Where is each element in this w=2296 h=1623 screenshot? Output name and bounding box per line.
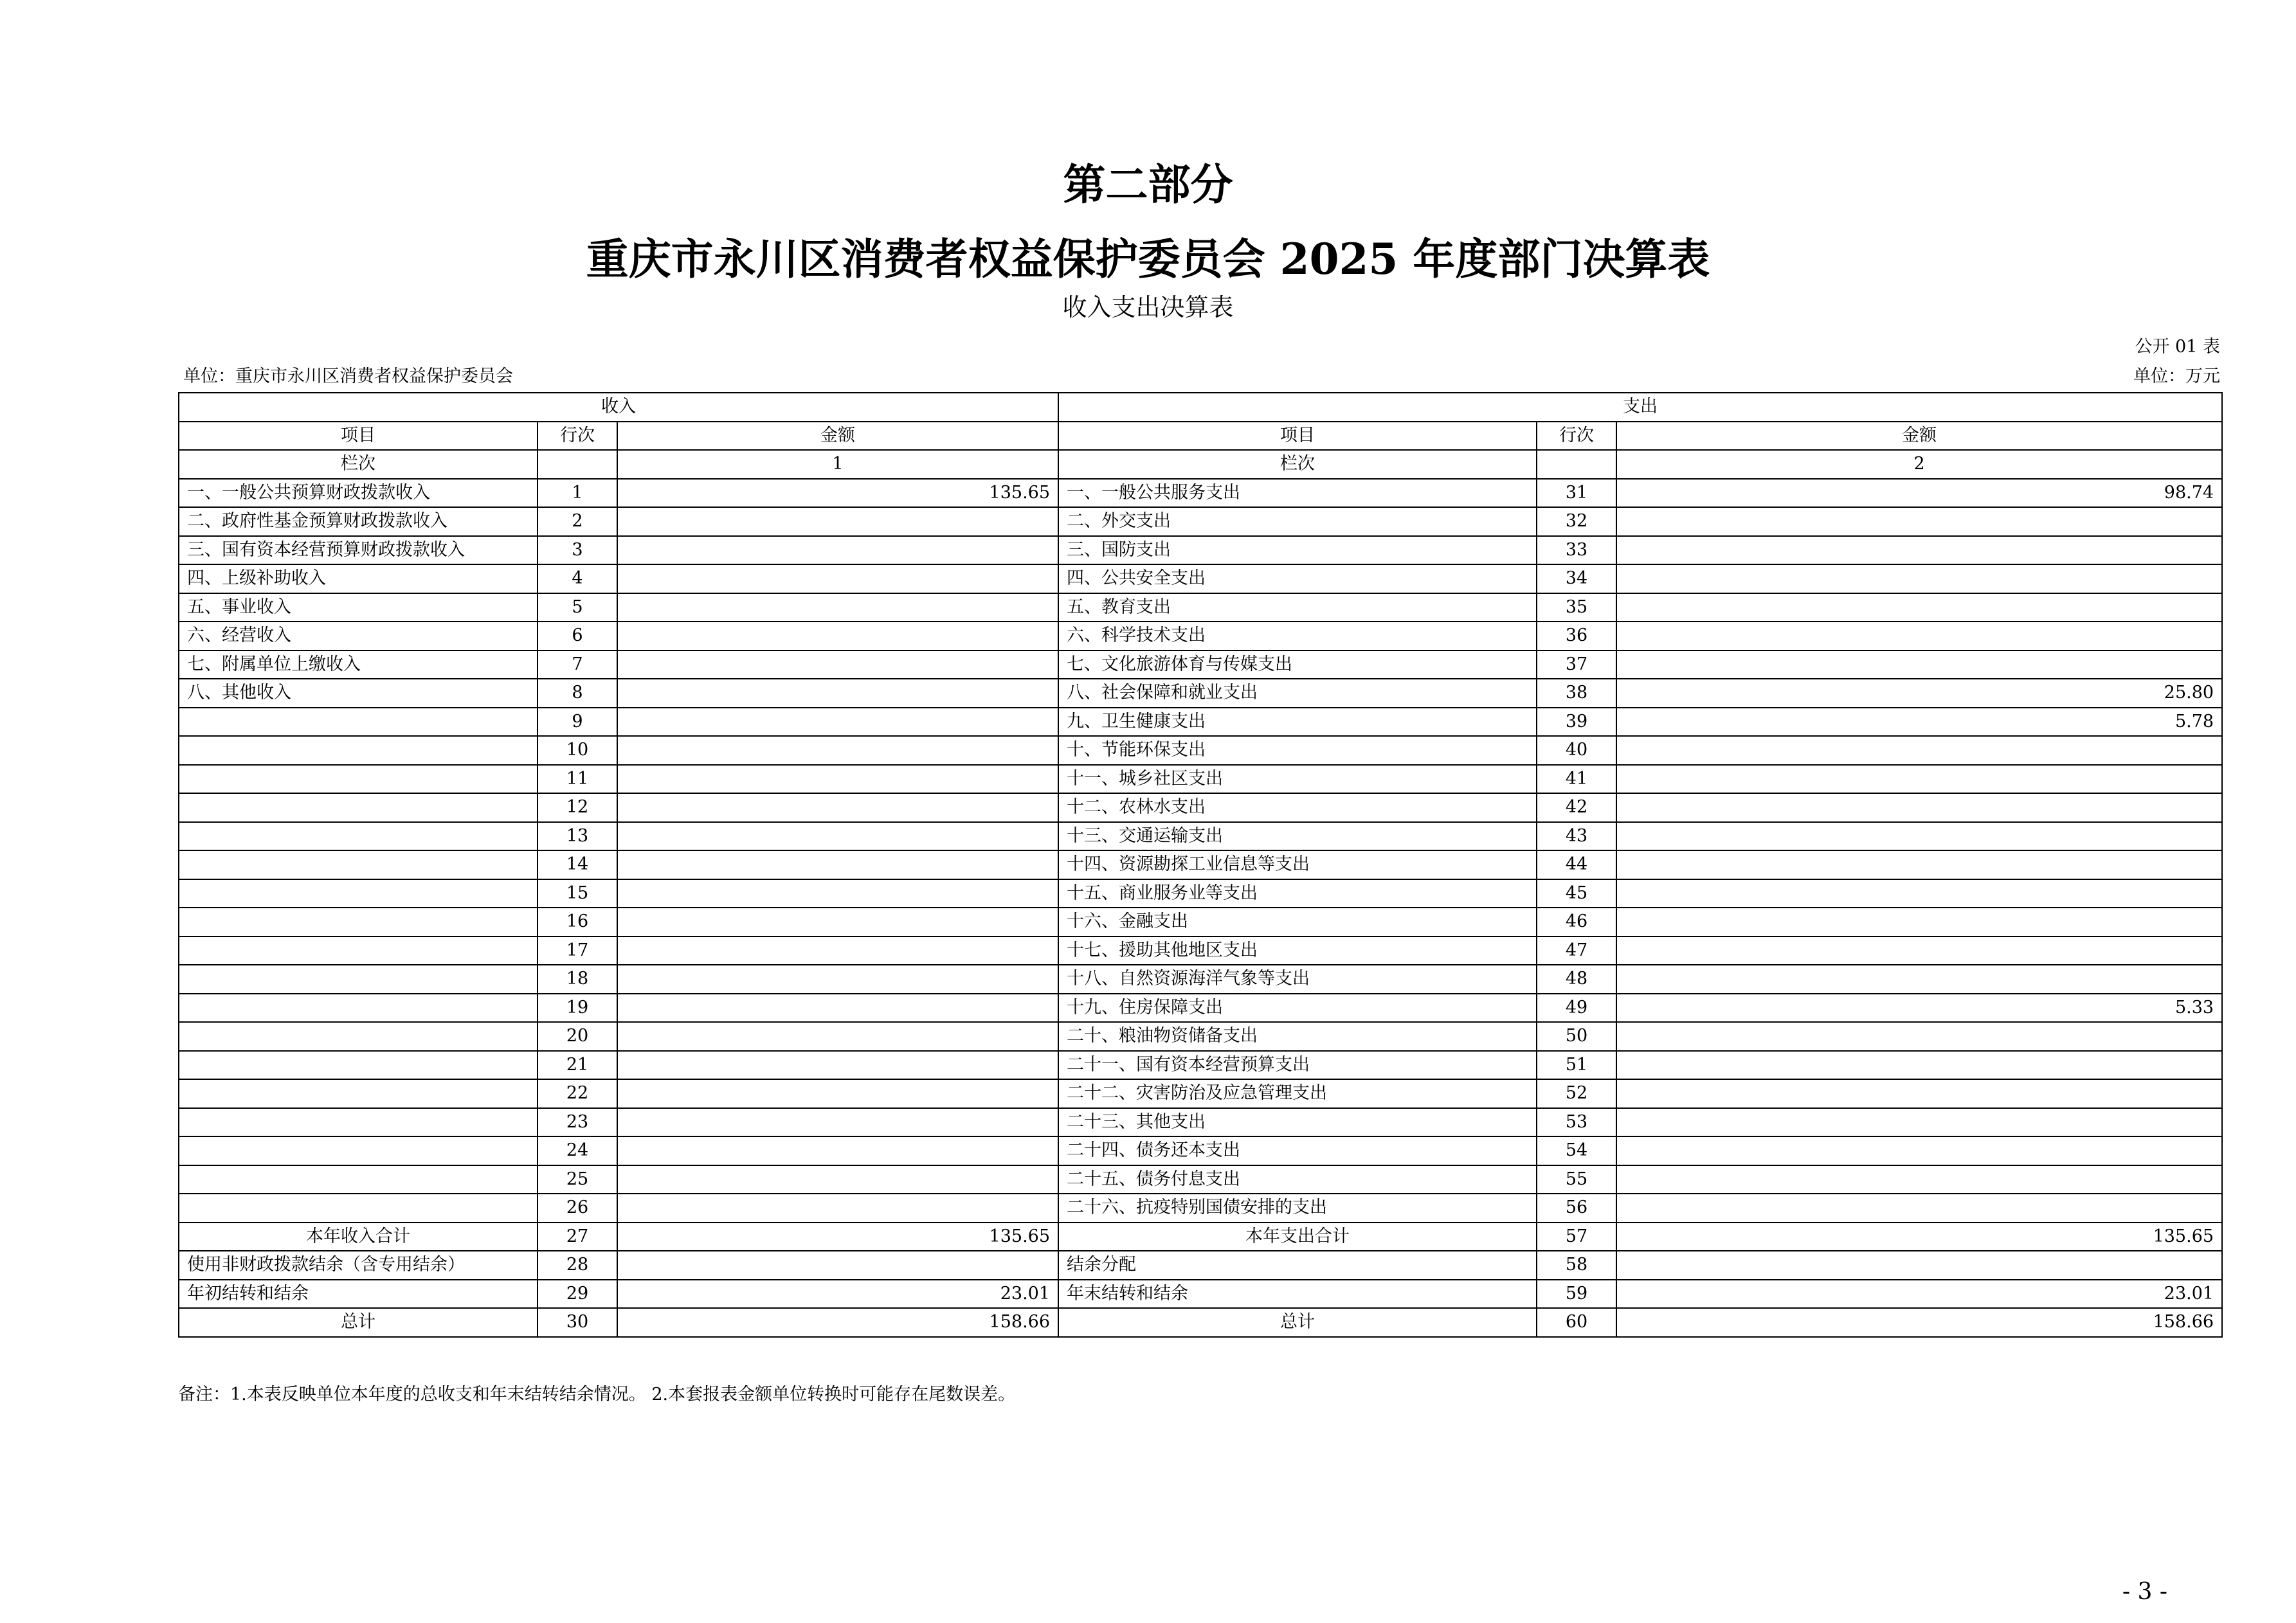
- income-line: 15: [538, 879, 617, 908]
- income-amount: [617, 965, 1058, 994]
- income-item: [179, 1079, 538, 1108]
- table-row: [179, 994, 2222, 1023]
- expense-amount: [1616, 850, 2222, 879]
- income-item: [179, 765, 538, 794]
- table-row: [179, 622, 2222, 650]
- total-expense-amount: [1616, 1251, 2222, 1280]
- income-amount: [617, 1108, 1058, 1137]
- total-row: [179, 1280, 2222, 1309]
- expense-line: 56: [1537, 1194, 1616, 1223]
- sub-title: 收入支出决算表: [1062, 293, 1234, 321]
- expense-amount: [1616, 879, 2222, 908]
- expense-item: 二十、粮油物资储备支出: [1058, 1022, 1537, 1051]
- expense-amount: [1616, 937, 2222, 965]
- expense-item: 二十四、债务还本支出: [1058, 1136, 1537, 1165]
- expense-amount: [1616, 507, 2222, 536]
- expense-line: 44: [1537, 850, 1616, 879]
- table-row: [179, 536, 2222, 565]
- income-item: [179, 937, 538, 965]
- expense-item: 十三、交通运输支出: [1058, 822, 1537, 851]
- income-item: 三、国有资本经营预算财政拨款收入: [179, 536, 538, 565]
- income-amount: [617, 507, 1058, 536]
- total-expense-amount: 135.65: [1616, 1223, 2222, 1251]
- income-line: 26: [538, 1194, 617, 1223]
- unit-money: 单位：万元: [2133, 366, 2220, 386]
- income-amount: [617, 593, 1058, 622]
- income-amount: [617, 1022, 1058, 1051]
- income-amount: [617, 1051, 1058, 1080]
- income-amount: [617, 650, 1058, 679]
- income-item: [179, 908, 538, 937]
- total-income-amount: 135.65: [617, 1223, 1058, 1251]
- total-income-line: 27: [538, 1223, 617, 1251]
- total-income-line: 28: [538, 1251, 617, 1280]
- seq-empty-expense: [1537, 450, 1616, 479]
- total-expense-item: 总计: [1058, 1308, 1537, 1337]
- expense-item: 十二、农林水支出: [1058, 793, 1537, 822]
- income-item: 八、其他收入: [179, 679, 538, 708]
- expense-line: 47: [1537, 937, 1616, 965]
- expense-line: 43: [1537, 822, 1616, 851]
- table-row: [179, 708, 2222, 737]
- total-expense-line: 59: [1537, 1280, 1616, 1309]
- expense-amount: [1616, 908, 2222, 937]
- seq-income: 1: [617, 450, 1058, 479]
- income-item: [179, 708, 538, 737]
- income-item: [179, 1136, 538, 1165]
- expense-line: 55: [1537, 1165, 1616, 1194]
- income-amount: [617, 708, 1058, 737]
- table-row: [179, 1079, 2222, 1108]
- total-row: [179, 1251, 2222, 1280]
- income-line: 10: [538, 736, 617, 765]
- income-item: [179, 879, 538, 908]
- section-expense: 支出: [1058, 393, 2222, 422]
- total-expense-line: 60: [1537, 1308, 1616, 1337]
- income-amount: [617, 736, 1058, 765]
- total-income-line: 29: [538, 1280, 617, 1309]
- total-expense-item: 本年支出合计: [1058, 1223, 1537, 1251]
- income-item: [179, 1165, 538, 1194]
- expense-item: 五、教育支出: [1058, 593, 1537, 622]
- income-line: 1: [538, 479, 617, 508]
- total-expense-item: 年末结转和结余: [1058, 1280, 1537, 1309]
- income-amount: [617, 937, 1058, 965]
- income-item: 六、经营收入: [179, 622, 538, 650]
- income-line: 13: [538, 822, 617, 851]
- income-line: 9: [538, 708, 617, 737]
- expense-amount: [1616, 765, 2222, 794]
- part-title: 第二部分: [1063, 159, 1233, 210]
- table-row: [179, 879, 2222, 908]
- income-item: 五、事业收入: [179, 593, 538, 622]
- expense-item: 十四、资源勘探工业信息等支出: [1058, 850, 1537, 879]
- table-row: [179, 564, 2222, 593]
- income-amount: [617, 536, 1058, 565]
- col-amount-expense: 金额: [1616, 422, 2222, 451]
- expense-amount: 5.78: [1616, 708, 2222, 737]
- expense-line: 38: [1537, 679, 1616, 708]
- income-item: 一、一般公共预算财政拨款收入: [179, 479, 538, 508]
- expense-item: 二十二、灾害防治及应急管理支出: [1058, 1079, 1537, 1108]
- table-row: [179, 1108, 2222, 1137]
- col-item-income: 项目: [179, 422, 538, 451]
- income-amount: [617, 1165, 1058, 1194]
- income-line: 23: [538, 1108, 617, 1137]
- table-row: [179, 650, 2222, 679]
- expense-item: 二十五、债务付息支出: [1058, 1165, 1537, 1194]
- expense-item: 一、一般公共服务支出: [1058, 479, 1537, 508]
- income-amount: [617, 765, 1058, 794]
- income-item: [179, 736, 538, 765]
- income-line: 12: [538, 793, 617, 822]
- income-item: [179, 1194, 538, 1223]
- expense-line: 37: [1537, 650, 1616, 679]
- income-line: 2: [538, 507, 617, 536]
- page-number: - 3 -: [2122, 1579, 2167, 1605]
- expense-line: 45: [1537, 879, 1616, 908]
- income-item: [179, 1022, 538, 1051]
- income-amount: [617, 908, 1058, 937]
- income-amount: [617, 622, 1058, 650]
- income-line: 4: [538, 564, 617, 593]
- table-row: [179, 1194, 2222, 1223]
- total-income-item: 总计: [179, 1308, 538, 1337]
- total-income-item: 年初结转和结余: [179, 1280, 538, 1309]
- expense-amount: [1616, 1079, 2222, 1108]
- income-line: 21: [538, 1051, 617, 1080]
- table-row: [179, 965, 2222, 994]
- expense-amount: [1616, 822, 2222, 851]
- table-row: [179, 507, 2222, 536]
- income-line: 8: [538, 679, 617, 708]
- table-row: [179, 479, 2222, 508]
- income-amount: [617, 1136, 1058, 1165]
- expense-item: 十、节能环保支出: [1058, 736, 1537, 765]
- expense-amount: [1616, 650, 2222, 679]
- total-expense-line: 57: [1537, 1223, 1616, 1251]
- income-line: 3: [538, 536, 617, 565]
- income-line: 19: [538, 994, 617, 1023]
- expense-amount: [1616, 622, 2222, 650]
- income-amount: [617, 822, 1058, 851]
- income-item: [179, 822, 538, 851]
- seq-label-income: 栏次: [179, 450, 538, 479]
- expense-item: 三、国防支出: [1058, 536, 1537, 565]
- table-row: [179, 1022, 2222, 1051]
- expense-line: 35: [1537, 593, 1616, 622]
- expense-amount: [1616, 1136, 2222, 1165]
- expense-line: 41: [1537, 765, 1616, 794]
- expense-amount: [1616, 564, 2222, 593]
- expense-line: 50: [1537, 1022, 1616, 1051]
- income-line: 17: [538, 937, 617, 965]
- expense-item: 二十六、抗疫特别国债安排的支出: [1058, 1194, 1537, 1223]
- expense-amount: [1616, 1022, 2222, 1051]
- income-item: 二、政府性基金预算财政拨款收入: [179, 507, 538, 536]
- seq-expense: 2: [1616, 450, 2222, 479]
- income-line: 25: [538, 1165, 617, 1194]
- main-title: 重庆市永川区消费者权益保护委员会 2025 年度部门决算表: [586, 234, 1710, 284]
- income-amount: [617, 793, 1058, 822]
- table-row: [179, 793, 2222, 822]
- table-row: [179, 1136, 2222, 1165]
- income-amount: [617, 879, 1058, 908]
- total-income-line: 30: [538, 1308, 617, 1337]
- expense-line: 34: [1537, 564, 1616, 593]
- expense-amount: [1616, 1194, 2222, 1223]
- expense-amount: [1616, 965, 2222, 994]
- income-amount: [617, 1194, 1058, 1223]
- income-amount: 135.65: [617, 479, 1058, 508]
- table-row: [179, 1165, 2222, 1194]
- expense-line: 52: [1537, 1079, 1616, 1108]
- total-row: [179, 1223, 2222, 1251]
- expense-item: 六、科学技术支出: [1058, 622, 1537, 650]
- income-line: 22: [538, 1079, 617, 1108]
- expense-item: 十七、援助其他地区支出: [1058, 937, 1537, 965]
- expense-amount: [1616, 1165, 2222, 1194]
- income-expense-table: [178, 392, 2223, 1338]
- total-expense-line: 58: [1537, 1251, 1616, 1280]
- expense-item: 二十一、国有资本经营预算支出: [1058, 1051, 1537, 1080]
- expense-line: 40: [1537, 736, 1616, 765]
- expense-item: 十六、金融支出: [1058, 908, 1537, 937]
- income-line: 6: [538, 622, 617, 650]
- total-income-amount: 23.01: [617, 1280, 1058, 1309]
- col-line-expense: 行次: [1537, 422, 1616, 451]
- total-expense-item: 结余分配: [1058, 1251, 1537, 1280]
- income-item: [179, 1108, 538, 1137]
- income-item: [179, 1051, 538, 1080]
- income-line: 24: [538, 1136, 617, 1165]
- expense-line: 42: [1537, 793, 1616, 822]
- table-row: [179, 679, 2222, 708]
- expense-amount: 25.80: [1616, 679, 2222, 708]
- income-item: 四、上级补助收入: [179, 564, 538, 593]
- income-line: 18: [538, 965, 617, 994]
- col-amount-income: 金额: [617, 422, 1058, 451]
- form-number: 公开 01 表: [2135, 337, 2220, 357]
- total-income-amount: 158.66: [617, 1308, 1058, 1337]
- income-item: [179, 965, 538, 994]
- expense-item: 二十三、其他支出: [1058, 1108, 1537, 1137]
- expense-line: 32: [1537, 507, 1616, 536]
- table-row: [179, 593, 2222, 622]
- column-header-row: [179, 422, 2222, 451]
- expense-amount: [1616, 593, 2222, 622]
- footnote: 备注：1.本表反映单位本年度的总收支和年末结转结余情况。 2.本套报表金额单位转换时可能存在尾数误差。: [178, 1385, 1016, 1404]
- income-item: [179, 793, 538, 822]
- income-amount: [617, 679, 1058, 708]
- income-amount: [617, 564, 1058, 593]
- income-item: 七、附属单位上缴收入: [179, 650, 538, 679]
- income-line: 5: [538, 593, 617, 622]
- income-amount: [617, 1079, 1058, 1108]
- expense-amount: [1616, 1108, 2222, 1137]
- expense-item: 十五、商业服务业等支出: [1058, 879, 1537, 908]
- expense-item: 九、卫生健康支出: [1058, 708, 1537, 737]
- col-item-expense: 项目: [1058, 422, 1537, 451]
- table-row: [179, 765, 2222, 794]
- income-amount: [617, 994, 1058, 1023]
- income-line: 16: [538, 908, 617, 937]
- total-income-amount: [617, 1251, 1058, 1280]
- expense-line: 49: [1537, 994, 1616, 1023]
- unit-organization: 单位：重庆市永川区消费者权益保护委员会: [183, 366, 513, 386]
- expense-item: 十一、城乡社区支出: [1058, 765, 1537, 794]
- expense-amount: [1616, 736, 2222, 765]
- table-row: [179, 1051, 2222, 1080]
- expense-item: 十八、自然资源海洋气象等支出: [1058, 965, 1537, 994]
- section-income: 收入: [179, 393, 1058, 422]
- expense-line: 54: [1537, 1136, 1616, 1165]
- section-header-row: [179, 393, 2222, 422]
- income-item: [179, 994, 538, 1023]
- expense-line: 46: [1537, 908, 1616, 937]
- income-line: 14: [538, 850, 617, 879]
- expense-line: 31: [1537, 479, 1616, 508]
- total-row: [179, 1308, 2222, 1337]
- col-line-income: 行次: [538, 422, 617, 451]
- seq-empty-income: [538, 450, 617, 479]
- expense-line: 53: [1537, 1108, 1616, 1137]
- table-row: [179, 850, 2222, 879]
- expense-amount: 98.74: [1616, 479, 2222, 508]
- income-line: 11: [538, 765, 617, 794]
- expense-line: 33: [1537, 536, 1616, 565]
- table-row: [179, 937, 2222, 965]
- expense-line: 51: [1537, 1051, 1616, 1080]
- total-income-item: 本年收入合计: [179, 1223, 538, 1251]
- income-amount: [617, 850, 1058, 879]
- total-income-item: 使用非财政拨款结余（含专用结余）: [179, 1251, 538, 1280]
- expense-amount: [1616, 536, 2222, 565]
- income-item: [179, 850, 538, 879]
- total-expense-amount: 158.66: [1616, 1308, 2222, 1337]
- expense-line: 48: [1537, 965, 1616, 994]
- expense-line: 39: [1537, 708, 1616, 737]
- table-row: [179, 822, 2222, 851]
- expense-item: 十九、住房保障支出: [1058, 994, 1537, 1023]
- expense-amount: 5.33: [1616, 994, 2222, 1023]
- total-expense-amount: 23.01: [1616, 1280, 2222, 1309]
- expense-amount: [1616, 1051, 2222, 1080]
- expense-item: 二、外交支出: [1058, 507, 1537, 536]
- expense-item: 八、社会保障和就业支出: [1058, 679, 1537, 708]
- column-seq-row: [179, 450, 2222, 479]
- income-line: 7: [538, 650, 617, 679]
- expense-item: 七、文化旅游体育与传媒支出: [1058, 650, 1537, 679]
- expense-line: 36: [1537, 622, 1616, 650]
- expense-amount: [1616, 793, 2222, 822]
- seq-label-expense: 栏次: [1058, 450, 1537, 479]
- expense-item: 四、公共安全支出: [1058, 564, 1537, 593]
- table-row: [179, 908, 2222, 937]
- income-line: 20: [538, 1022, 617, 1051]
- table-row: [179, 736, 2222, 765]
